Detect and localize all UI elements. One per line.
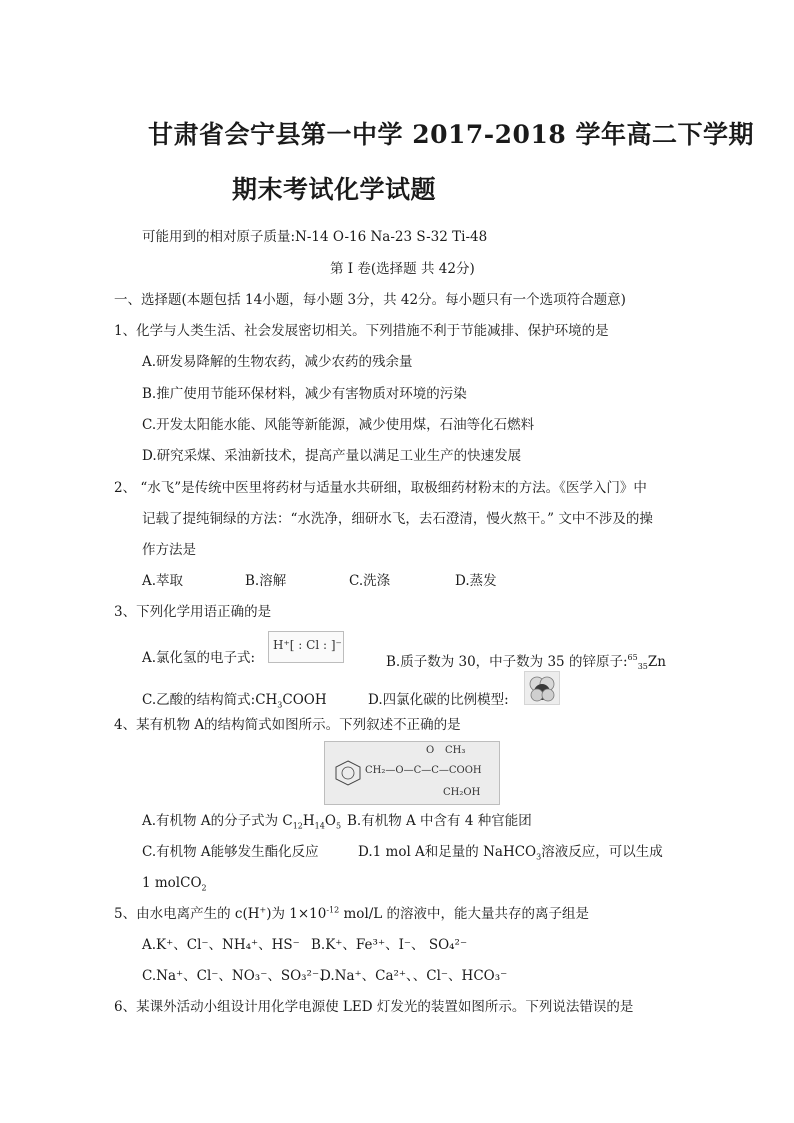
q4-option-b: B.有机物 A 中含有 4 种官能团 [347, 813, 532, 829]
q4-option-d-tail: 溶液反应，可以生成 [541, 844, 663, 860]
hcl-electron-formula: H⁺[ : Cl : ]⁻ [273, 638, 342, 652]
q3-option-c [142, 691, 327, 709]
q3-option-c-text: C.乙酸的结构简式:CH [142, 692, 278, 708]
q4-option-a [142, 812, 341, 830]
q4-option-d-line-2-sub: 2 [201, 883, 207, 893]
q5-stem-c: mol/L 的溶液中，能大量共存的离子组是 [339, 906, 590, 922]
q5-stem [114, 905, 589, 923]
q2-option-b: B.溶解 [245, 573, 287, 589]
benzene-ring-icon [333, 759, 363, 787]
q4-option-a-text: A.有机物 A的分子式为 C [142, 813, 293, 829]
q4-option-c: C.有机物 A能够发生酯化反应 [142, 844, 319, 860]
structure-ch3: CH₃ [445, 745, 466, 756]
q3-option-d: D.四氯化碳的比例模型: [368, 692, 509, 708]
q5-option-d: D.Na⁺、Ca²⁺、、Cl⁻、HCO₃⁻ [320, 968, 508, 984]
title-line-2: 期末考试化学试题 [232, 175, 437, 204]
ccl4-space-filling-model-image [524, 671, 560, 705]
q4-c-count: 12 [292, 821, 303, 831]
q5-stem-exp: -12 [326, 905, 340, 915]
structure-ch2oh: CH₂OH [443, 787, 481, 798]
part-heading: 一、选择题(本题包括 14小题，每小题 3分，共 42分。每小题只有一个选项符合题意) [114, 292, 626, 308]
hcl-electron-formula-image [268, 631, 344, 663]
q2-option-d: D.蒸发 [455, 573, 497, 589]
zinc-mass-number: 65 [627, 653, 638, 662]
q5-option-b: B.K⁺、Fe³⁺、I⁻、 SO₄²⁻ [311, 937, 468, 953]
title-line-1: 甘肃省会宁县第一中学 2017-2018 学年高二下学期 [148, 120, 754, 149]
q6-stem: 6、某课外活动小组设计用化学电源使 LED 灯发光的装置如图所示。下列说法错误的是 [114, 999, 634, 1015]
q1-stem: 1、化学与人类生活、社会发展密切相关。下列措施不利于节能减排、保护环境的是 [114, 323, 609, 339]
zinc-symbol: Zn [647, 654, 666, 670]
atomic-masses: 可能用到的相对原子质量:N-14 O-16 Na-23 S-32 Ti-48 [142, 229, 488, 245]
q3-option-a: A.氯化氢的电子式: [142, 650, 256, 666]
q4-option-d-line-2 [142, 874, 207, 892]
q2-stem-line-1: 2、 “水飞”是传统中医里将药材与适量水共研细，取极细药材粉末的方法。《医学入门》中 [114, 480, 647, 496]
q5-stem-b: )为 1×10 [266, 906, 327, 922]
q4-option-d-sub: 3 [536, 852, 542, 862]
q1-option-a: A.研发易降解的生物农药，减少农药的残余量 [142, 354, 413, 370]
q4-h: H [302, 813, 315, 829]
q3-option-c-tail: COOH [282, 692, 327, 708]
q3-option-c-sub: 3 [277, 700, 283, 710]
q5-stem-sup: + [259, 905, 267, 915]
structure-carbonyl-o: O [426, 745, 435, 756]
q4-o-count: 5 [335, 821, 342, 831]
q3-option-b-text: B.质子数为 30，中子数为 35 的锌原子: [386, 654, 628, 670]
q1-option-d: D.研究采煤、采油新技术，提高产量以满足工业生产的快速发展 [142, 448, 522, 464]
q5-stem-a: 5、由水电离产生的 c(H [114, 906, 260, 922]
q4-h-count: 14 [314, 821, 325, 831]
q2-stem-line-3: 作方法是 [142, 542, 196, 558]
q4-option-d-text: D.1 mol A和足量的 NaHCO [358, 844, 537, 860]
q1-option-b: B.推广使用节能环保材料，减少有害物质对环境的污染 [142, 386, 467, 402]
q1-option-c: C.开发太阳能水能、风能等新能源，减少使用煤，石油等化石燃料 [142, 417, 535, 433]
q4-option-d [358, 843, 663, 861]
q2-stem-line-2: 记载了提纯铜绿的方法：“水洗净，细研水飞，去石澄清，慢火熬干。” 文中不涉及的操 [142, 511, 653, 527]
q4-stem: 4、某有机物 A的结构简式如图所示。下列叙述不正确的是 [114, 717, 461, 733]
compound-a-structure-image [324, 741, 500, 805]
q3-stem: 3、下列化学用语正确的是 [114, 604, 272, 620]
q4-o: O [324, 813, 336, 829]
structure-chain: CH₂—O—C—C—COOH [365, 765, 482, 776]
q5-option-c: C.Na⁺、Cl⁻、NO₃⁻、SO₃²⁻、 [142, 968, 333, 984]
section-title: 第 I 卷(选择题 共 42分) [330, 261, 475, 277]
q4-option-d-line-2-text: 1 molCO [142, 875, 202, 891]
q2-option-a: A.萃取 [142, 573, 184, 589]
q5-option-a: A.K⁺、Cl⁻、NH₄⁺、HS⁻ [142, 937, 300, 953]
q2-option-c: C.洗涤 [349, 573, 391, 589]
zinc-atomic-number: 35 [637, 662, 648, 671]
